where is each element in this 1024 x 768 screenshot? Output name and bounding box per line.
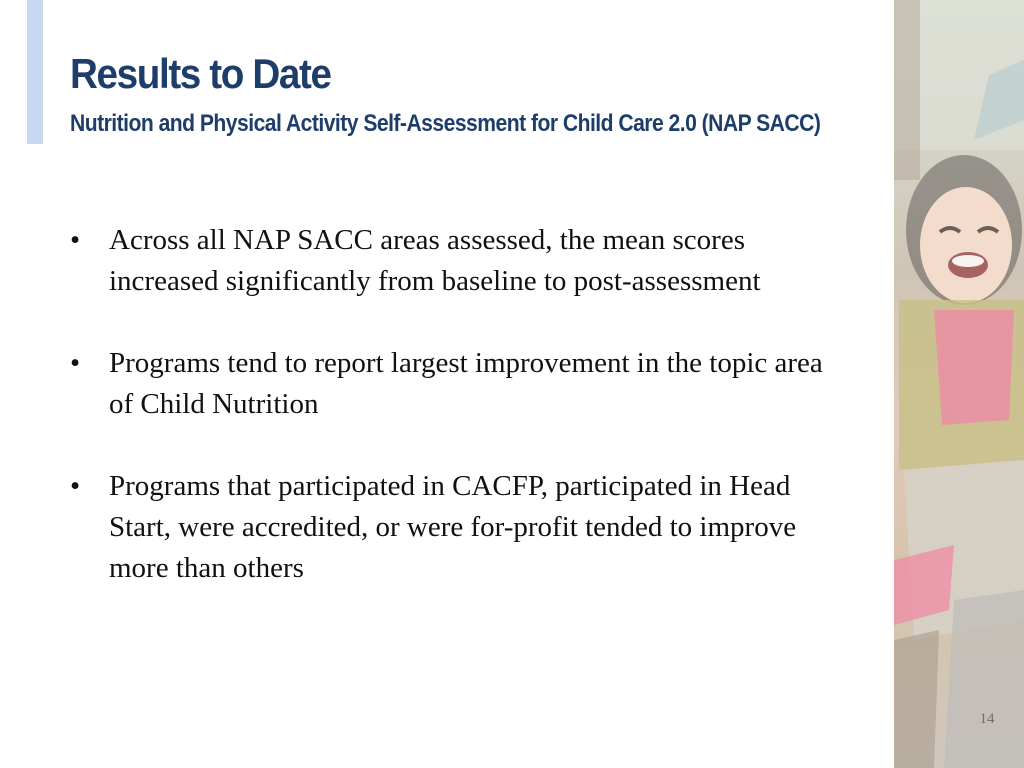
slide-subtitle: Nutrition and Physical Activity Self-Assessment for Child Care 2.0 (NAP SACC) (70, 110, 821, 137)
bullet-list (70, 220, 830, 630)
accent-bar (27, 0, 43, 144)
bullet-text: Programs tend to report largest improvement in the topic area of Child Nutrition (109, 347, 823, 420)
bullet-text: Across all NAP SACC areas assessed, the mean scores increased significantly from baseline to post-assessment (109, 224, 761, 297)
bullet-marker: • (70, 470, 81, 502)
page-number: 14 (979, 711, 995, 727)
bullet-item (70, 343, 830, 425)
bullet-text: Programs that participated in CACFP, participated in Head Start, were accredited, or were for-profit tended to improve more than others (109, 470, 797, 584)
bullet-marker: • (70, 224, 81, 256)
children-photo-illustration (894, 0, 1024, 768)
bullet-marker: • (70, 347, 81, 379)
bullet-item (70, 466, 830, 589)
children-photo (894, 0, 1024, 768)
bullet-item (70, 220, 830, 302)
slide-title: Results to Date (70, 50, 331, 97)
